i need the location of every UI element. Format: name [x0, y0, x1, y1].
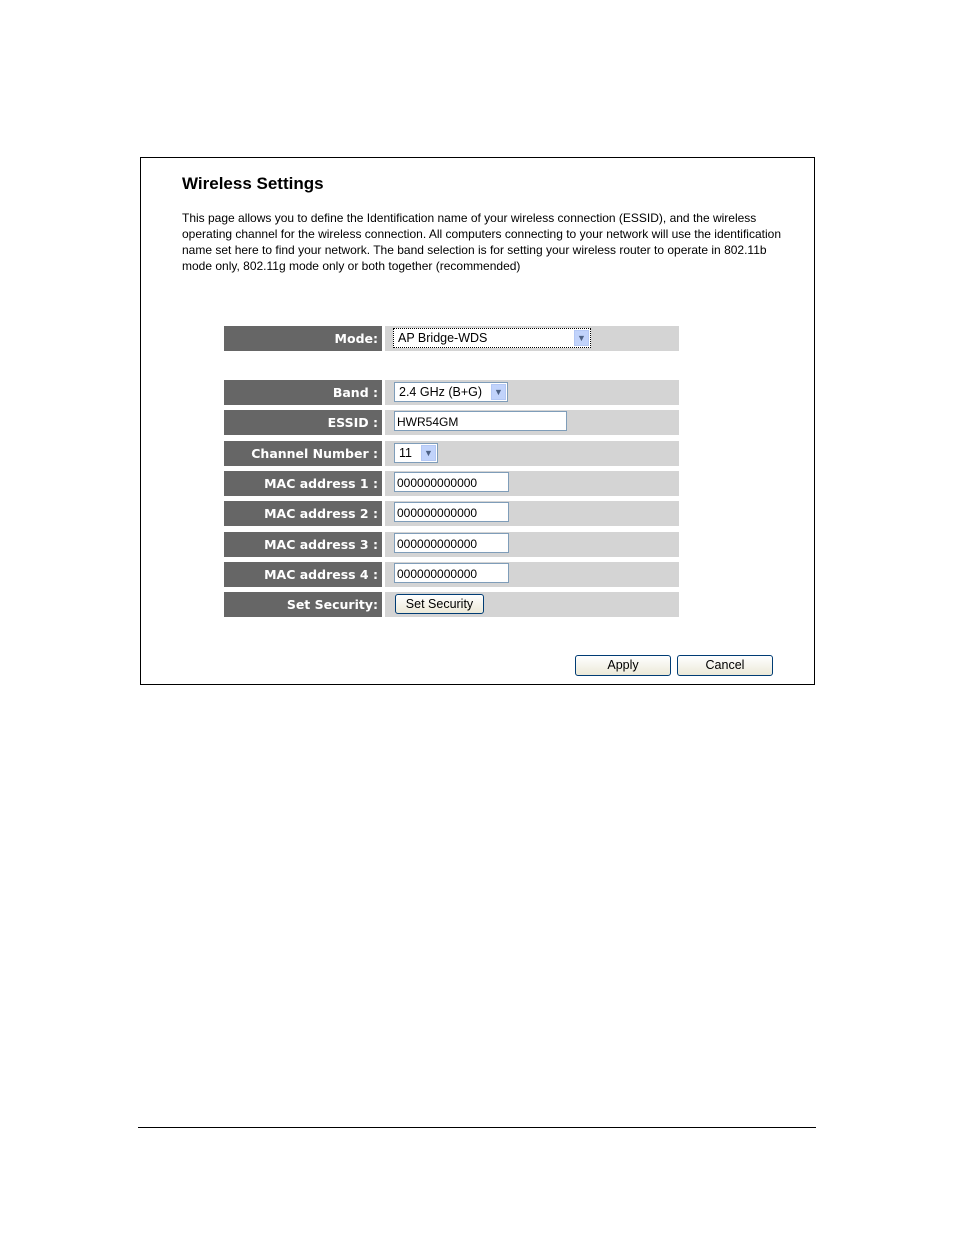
- band-select-value: 2.4 GHz (B+G): [399, 385, 483, 399]
- band-label: Band :: [224, 380, 382, 405]
- mac-address-3-cell: [385, 532, 679, 557]
- mac-address-3-row: [224, 532, 679, 557]
- mac-address-1-label: MAC address 1 :: [224, 471, 382, 496]
- mac-address-4-cell: [385, 562, 679, 587]
- essid-label: ESSID :: [224, 410, 382, 435]
- mac-address-2-cell: [385, 501, 679, 526]
- mac-address-2-row: [224, 501, 679, 526]
- page-title: Wireless Settings: [182, 174, 324, 193]
- chevron-down-icon[interactable]: ▼: [421, 445, 436, 461]
- mac-address-1-input[interactable]: 000000000000: [394, 472, 509, 492]
- essid-cell: [385, 410, 679, 435]
- mac-address-3-label: MAC address 3 :: [224, 532, 382, 557]
- channel-cell: [385, 441, 679, 466]
- apply-button[interactable]: Apply: [575, 655, 671, 676]
- chevron-down-icon[interactable]: ▼: [574, 330, 589, 346]
- set-security-label: Set Security:: [224, 592, 382, 617]
- set-security-button[interactable]: Set Security: [395, 594, 484, 614]
- essid-row: [224, 410, 679, 435]
- mac-address-4-label: MAC address 4 :: [224, 562, 382, 587]
- channel-select[interactable]: [394, 443, 438, 463]
- mode-label: Mode:: [224, 326, 382, 351]
- channel-row: [224, 441, 679, 466]
- chevron-down-icon[interactable]: ▼: [491, 384, 506, 400]
- mac-address-2-label: MAC address 2 :: [224, 501, 382, 526]
- cancel-button[interactable]: Cancel: [677, 655, 773, 676]
- band-cell: [385, 380, 679, 405]
- page-description: This page allows you to define the Identification name of your wireless connection (ESSID), and the wireless operating channel for the wireless connection. All computers connecting to your network will use the identification name set here to find your network. The band selection is for setting your wireless router to operate in 802.11b mode only, 802.11g mode only or both together (recommended): [182, 211, 781, 273]
- mac-address-3-input[interactable]: 000000000000: [394, 533, 509, 553]
- mode-select-value: AP Bridge-WDS: [398, 331, 488, 345]
- band-row: [224, 380, 679, 405]
- mac-address-4-row: [224, 562, 679, 587]
- settings-panel: [140, 157, 815, 685]
- mac-address-1-row: [224, 471, 679, 496]
- mac-address-2-input[interactable]: 000000000000: [394, 502, 509, 522]
- mode-select[interactable]: [393, 328, 591, 348]
- mode-cell: [385, 326, 679, 351]
- mac-address-4-input[interactable]: 000000000000: [394, 563, 509, 583]
- mode-row: [224, 326, 679, 351]
- set-security-row: [224, 592, 679, 617]
- set-security-cell: [385, 592, 679, 617]
- page-footer-divider: [138, 1127, 816, 1128]
- essid-input[interactable]: HWR54GM: [394, 411, 567, 431]
- band-select[interactable]: [394, 382, 508, 402]
- mac-address-1-cell: [385, 471, 679, 496]
- channel-select-value: 11: [399, 446, 412, 460]
- channel-label: Channel Number :: [224, 441, 382, 466]
